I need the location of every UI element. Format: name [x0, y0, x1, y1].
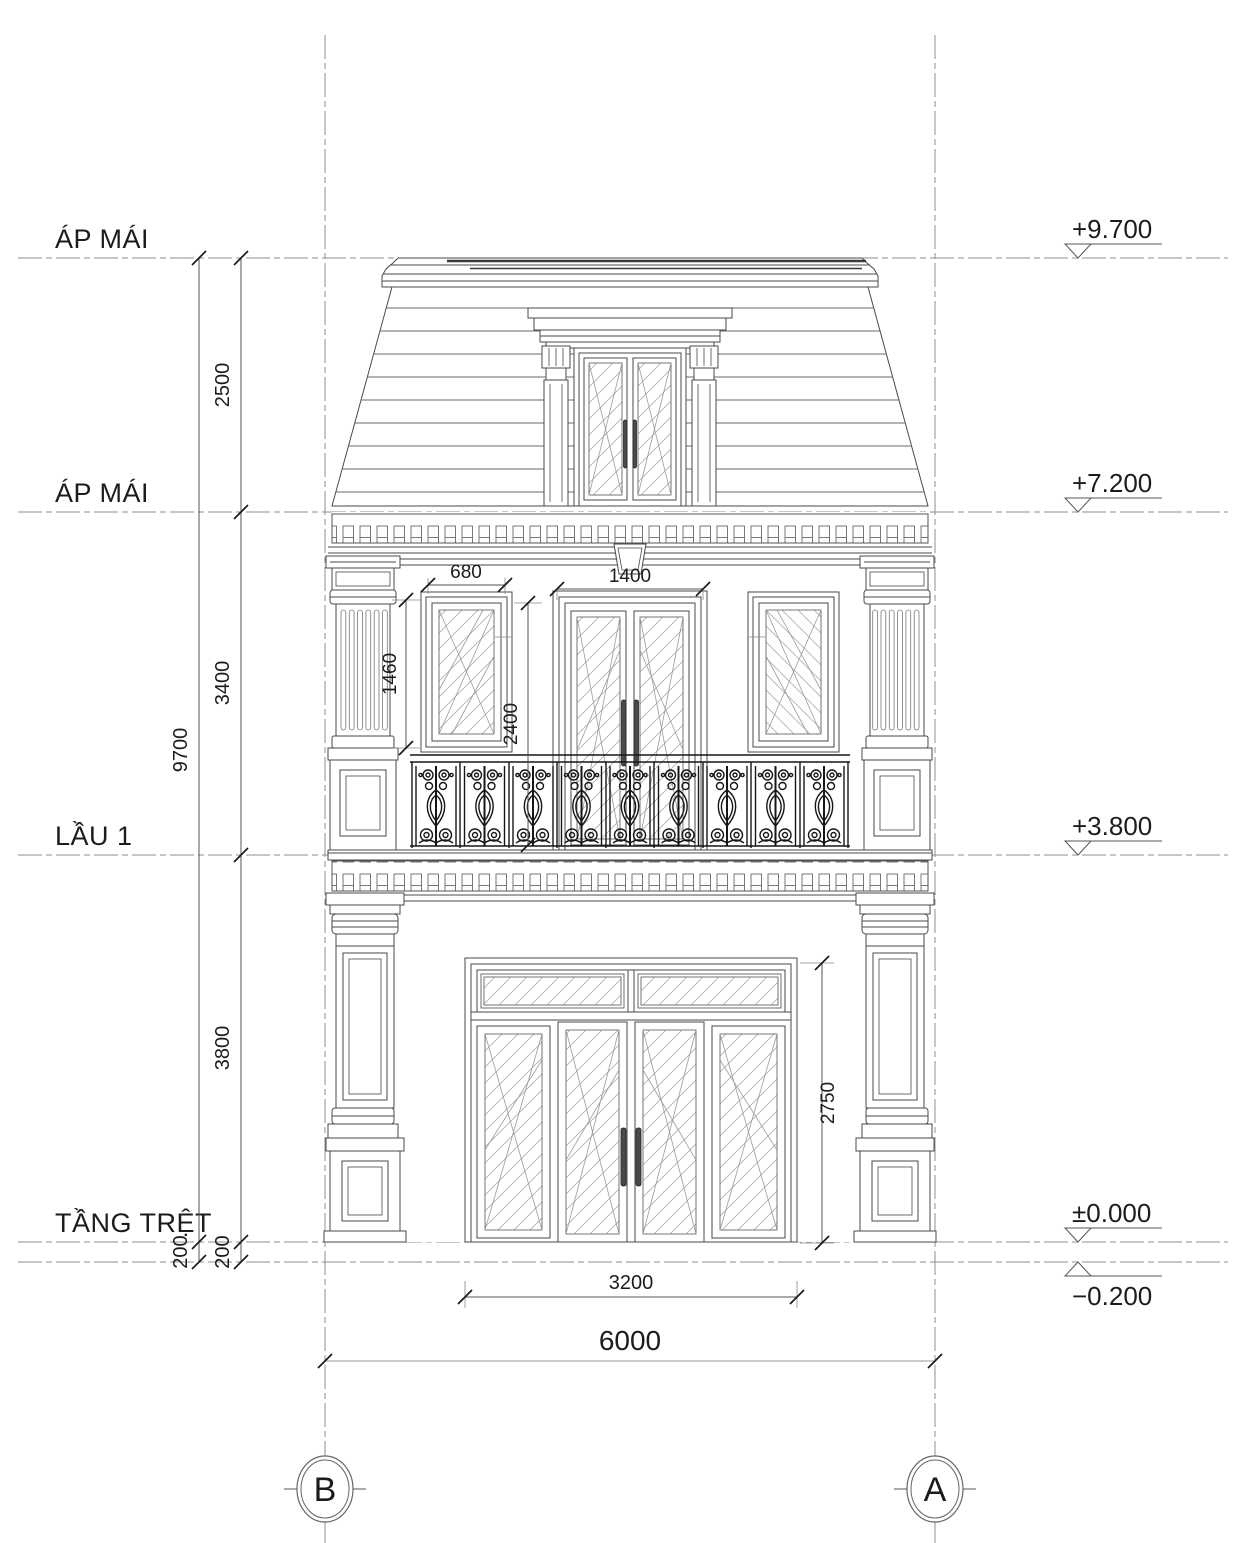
dimension-bottom [318, 1272, 942, 1368]
upper-pilaster-right [860, 556, 934, 850]
dormer-door [574, 348, 686, 506]
mansard-roof [300, 258, 960, 506]
upper-window-left [421, 592, 512, 752]
elevation-mark-roof-base: +7.200 [1072, 468, 1153, 498]
upper-pilaster-left [326, 556, 400, 850]
entry-door-handle-right [636, 1128, 641, 1186]
ground-pilaster-right [854, 893, 936, 1242]
transom-pane-right [641, 977, 778, 1005]
dim-roof-height: 2500 [212, 362, 234, 408]
entry-door-handle-left [621, 1128, 626, 1186]
grid-bubble-b [284, 1456, 366, 1522]
dim-window-width: 680 [450, 562, 482, 583]
elevation-markers [1065, 214, 1162, 1311]
balcony-door-handle-left [622, 700, 627, 766]
dim-total-height: 9700 [170, 727, 192, 773]
grid-bubble-a [894, 1456, 976, 1522]
elevation-mark-roof-top: +9.700 [1072, 214, 1153, 244]
ground-pilaster-left [324, 893, 406, 1242]
dim-entry-door-height: 2750 [818, 1081, 839, 1125]
dentil-band-lower [332, 861, 928, 891]
level-label-lau-1: LẦU 1 [55, 821, 133, 851]
dim-entry-door-width: 3200 [608, 1272, 654, 1294]
grid-axis-a-label: A [923, 1471, 947, 1509]
dim-window-height: 1460 [380, 652, 401, 696]
level-label-ap-mai: ÁP MÁI [55, 478, 150, 508]
transom-pane-left [484, 977, 621, 1005]
dim-plinth-inner: 200 [212, 1235, 234, 1269]
dentil-band-upper [332, 514, 928, 543]
elevation-mark-ground: ±0.000 [1072, 1198, 1152, 1228]
dim-ground-floor-height: 3800 [212, 1025, 234, 1071]
dormer-door-handle-left [624, 420, 628, 468]
dimension-chain-left [170, 251, 248, 1269]
balcony-door-handle-right [634, 700, 639, 766]
mansard-dormer [528, 308, 732, 506]
level-label-ap-mai-top: ÁP MÁI [55, 224, 150, 254]
elevation-mark-basement: −0.200 [1072, 1281, 1153, 1311]
dim-balcony-door-width: 1400 [608, 566, 652, 587]
dim-balcony-door-height: 2400 [501, 702, 522, 746]
dim-upper-floor-height: 3400 [212, 660, 234, 706]
dim-total-width: 6000 [598, 1325, 662, 1356]
dormer-door-handle-right [633, 420, 637, 468]
level-label-tang-tret: TẦNG TRỆT [55, 1208, 213, 1238]
elevation-mark-floor-1: +3.800 [1072, 811, 1153, 841]
dim-plinth-outer: 200 [170, 1235, 192, 1269]
grid-axis-b-label: B [313, 1471, 337, 1509]
upper-window-right [748, 592, 839, 752]
entry-door [465, 958, 797, 1242]
